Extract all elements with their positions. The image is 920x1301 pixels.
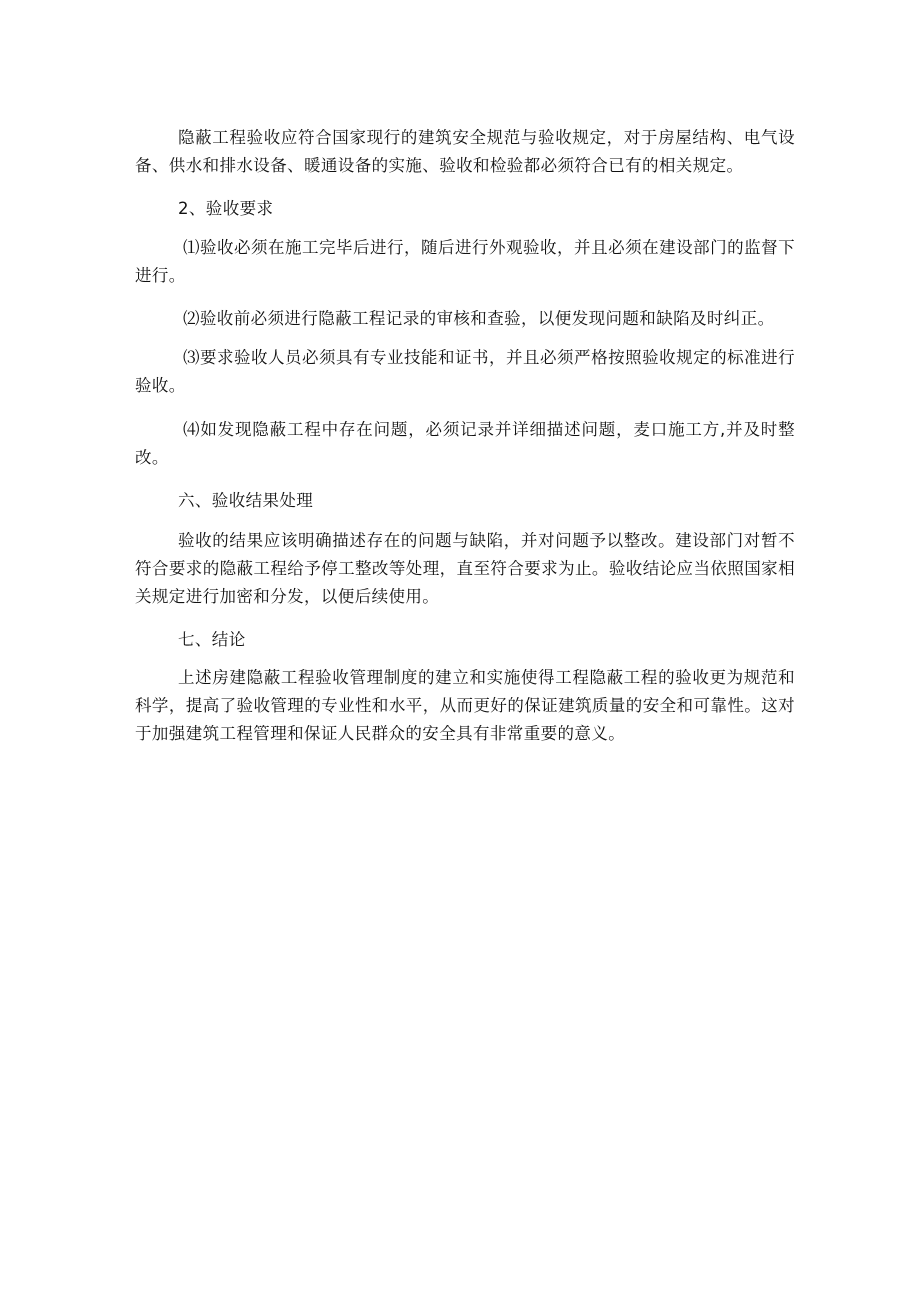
heading-acceptance-requirements: 2、验收要求 xyxy=(178,199,274,218)
heading-section-6: 六、验收结果处理 xyxy=(178,491,314,510)
paragraph-acceptance-standards: 隐蔽工程验收应符合国家现行的建筑安全规范与验收规定，对于房屋结构、电气设备、供水和排水设备、暖通设备的实施、验收和检验都必须符合已有的相关规定。 xyxy=(135,128,795,175)
requirement-item-2: ⑵验收前必须进行隐蔽工程记录的审核和查验，以便发现问题和缺陷及时纠正。 xyxy=(183,309,775,328)
requirement-item-4: ⑷如发现隐蔽工程中存在问题，必须记录并详细描述问题，麦口施工方,并及时整改。 xyxy=(135,420,795,467)
requirement-item-1: ⑴验收必须在施工完毕后进行，随后进行外观验收，并且必须在建设部门的监督下进行。 xyxy=(135,238,795,285)
requirement-item-3: ⑶要求验收人员必须具有专业技能和证书，并且必须严格按照验收规定的标准进行验收。 xyxy=(135,348,795,395)
paragraph-section-7: 上述房建隐蔽工程验收管理制度的建立和实施使得工程隐蔽工程的验收更为规范和科学，提高了验收管理的专业性和水平，从而更好的保证建筑质量的安全和可靠性。这对于加强建筑工程管理和保证人民群众的安全具有非常重要的意义。 xyxy=(135,668,795,743)
heading-section-7: 七、结论 xyxy=(178,630,246,649)
paragraph-section-6: 验收的结果应该明确描述存在的问题与缺陷，并对问题予以整改。建设部门对暂不符合要求的隐蔽工程给予停工整改等处理，直至符合要求为止。验收结论应当依照国家相关规定进行加密和分发，以便后续使用。 xyxy=(135,531,795,606)
